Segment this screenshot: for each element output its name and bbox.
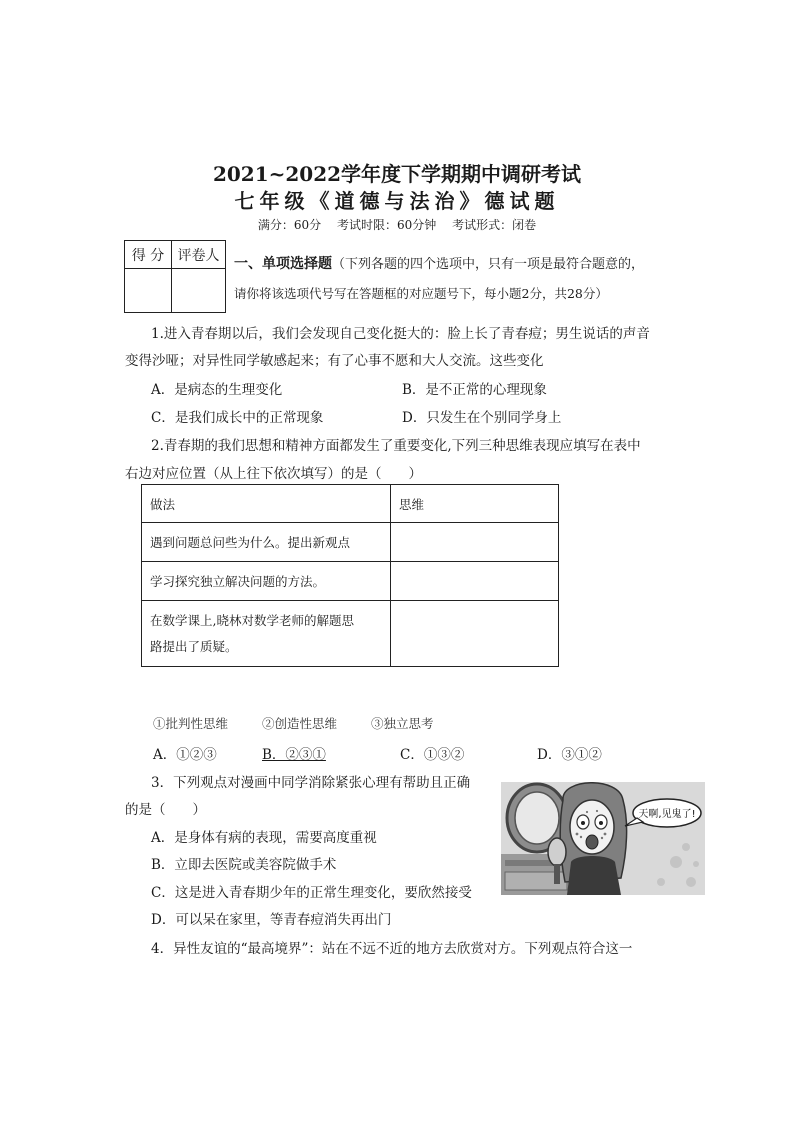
section-instruction-a: （下列各题的四个选项中，只有一项是最符合题意的， xyxy=(332,257,645,272)
q2-option-c[interactable]: C．①③② xyxy=(400,747,465,763)
q2-thinking-types xyxy=(153,714,464,732)
exam-title: 2021~2022学年度下学期期中调研考试 xyxy=(212,162,582,186)
q1-option-d[interactable]: D．只发生在个别同学身上 xyxy=(402,410,562,426)
q1-stem-line2: 变得沙哑；对异性同学敏感起来；有了心事不愿和大人交流。这些变化 xyxy=(125,353,544,369)
grader-cell[interactable] xyxy=(172,269,226,313)
q1-option-b[interactable]: B．是不正常的心理现象 xyxy=(402,382,547,398)
q1-option-c[interactable]: C．是我们成长中的正常现象 xyxy=(151,410,324,426)
q3-stem-line2: 的是（ ） xyxy=(125,802,206,818)
q2-stem-line1: 2.青春期的我们思想和精神方面都发生了重要变化,下列三种思维表现应填写在表中 xyxy=(151,438,641,454)
q3-option-d[interactable]: D．可以呆在家里，等青春痘消失再出门 xyxy=(151,912,392,928)
section-title: 一、单项选择题 xyxy=(234,256,332,272)
q2-option-d[interactable]: D．③①② xyxy=(537,747,602,763)
table-cell-method-3-line2: 路提出了质疑。 xyxy=(150,638,238,654)
q2-table xyxy=(141,484,559,667)
table-cell-answer-2[interactable] xyxy=(391,562,559,601)
cartoon-speech: 天啊,见鬼了! xyxy=(638,809,696,820)
section-instruction-b: 请你将该选项代号写在答题框的对应题号下，每小题2分，共28分） xyxy=(234,286,608,301)
q2-option-b[interactable]: B．②③① xyxy=(262,747,326,763)
q3-option-b[interactable]: B．立即去医院或美容院做手术 xyxy=(151,857,337,873)
table-cell-method-3-line1: 在数学课上,晓林对数学老师的解题思 xyxy=(150,612,354,628)
table-cell-answer-1[interactable] xyxy=(391,523,559,562)
score-box xyxy=(124,240,226,313)
thinking-type-2: ②创造性思维 xyxy=(262,716,338,731)
q3-stem-line1: 3．下列观点对漫画中同学消除紧张心理有帮助且正确 xyxy=(151,775,471,791)
meta-full-score: 满分：60分 xyxy=(257,218,322,232)
thinking-type-1: ①批判性思维 xyxy=(153,716,229,731)
q4-stem-line1: 4．异性友谊的“最高境界”：站在不远不近的地方去欣赏对方。下列观点符合这一 xyxy=(151,941,633,957)
q1-option-a[interactable]: A．是病态的生理变化 xyxy=(151,382,283,398)
exam-subtitle: 七年级《道德与法治》德试题 xyxy=(234,189,560,213)
meta-exam-form: 考试形式：闭卷 xyxy=(452,218,537,232)
cartoon-girl-mirror-icon xyxy=(501,782,705,895)
q2-stem-line2: 右边对应位置（从上往下依次填写）的是（ ） xyxy=(125,466,422,482)
meta-time-limit: 考试时限：60分钟 xyxy=(336,218,437,232)
q3-option-a[interactable]: A．是身体有病的表现，需要高度重视 xyxy=(151,830,377,846)
q2-option-a[interactable]: A．①②③ xyxy=(153,747,217,763)
table-cell-method-2: 学习探究独立解决问题的方法。 xyxy=(142,562,391,601)
section-heading xyxy=(234,253,644,273)
q1-stem-line1: 1.进入青春期以后，我们会发现自己变化挺大的：脸上长了青春痘；男生说话的声音 xyxy=(151,326,650,342)
score-label: 得 分 xyxy=(125,241,172,269)
thinking-type-3: ③独立思考 xyxy=(371,716,434,731)
exam-meta xyxy=(0,216,794,233)
grader-label: 评卷人 xyxy=(172,241,226,269)
table-header-method: 做法 xyxy=(142,485,391,523)
q3-option-c[interactable]: C．这是进入青春期少年的正常生理变化，要欣然接受 xyxy=(151,885,472,901)
table-cell-method-3 xyxy=(142,601,391,667)
cartoon-illustration xyxy=(501,782,705,895)
table-cell-method-1: 遇到问题总问些为什么。提出新观点 xyxy=(142,523,391,562)
score-cell[interactable] xyxy=(125,269,172,313)
table-header-thinking: 思维 xyxy=(391,485,559,523)
table-cell-answer-3[interactable] xyxy=(391,601,559,667)
